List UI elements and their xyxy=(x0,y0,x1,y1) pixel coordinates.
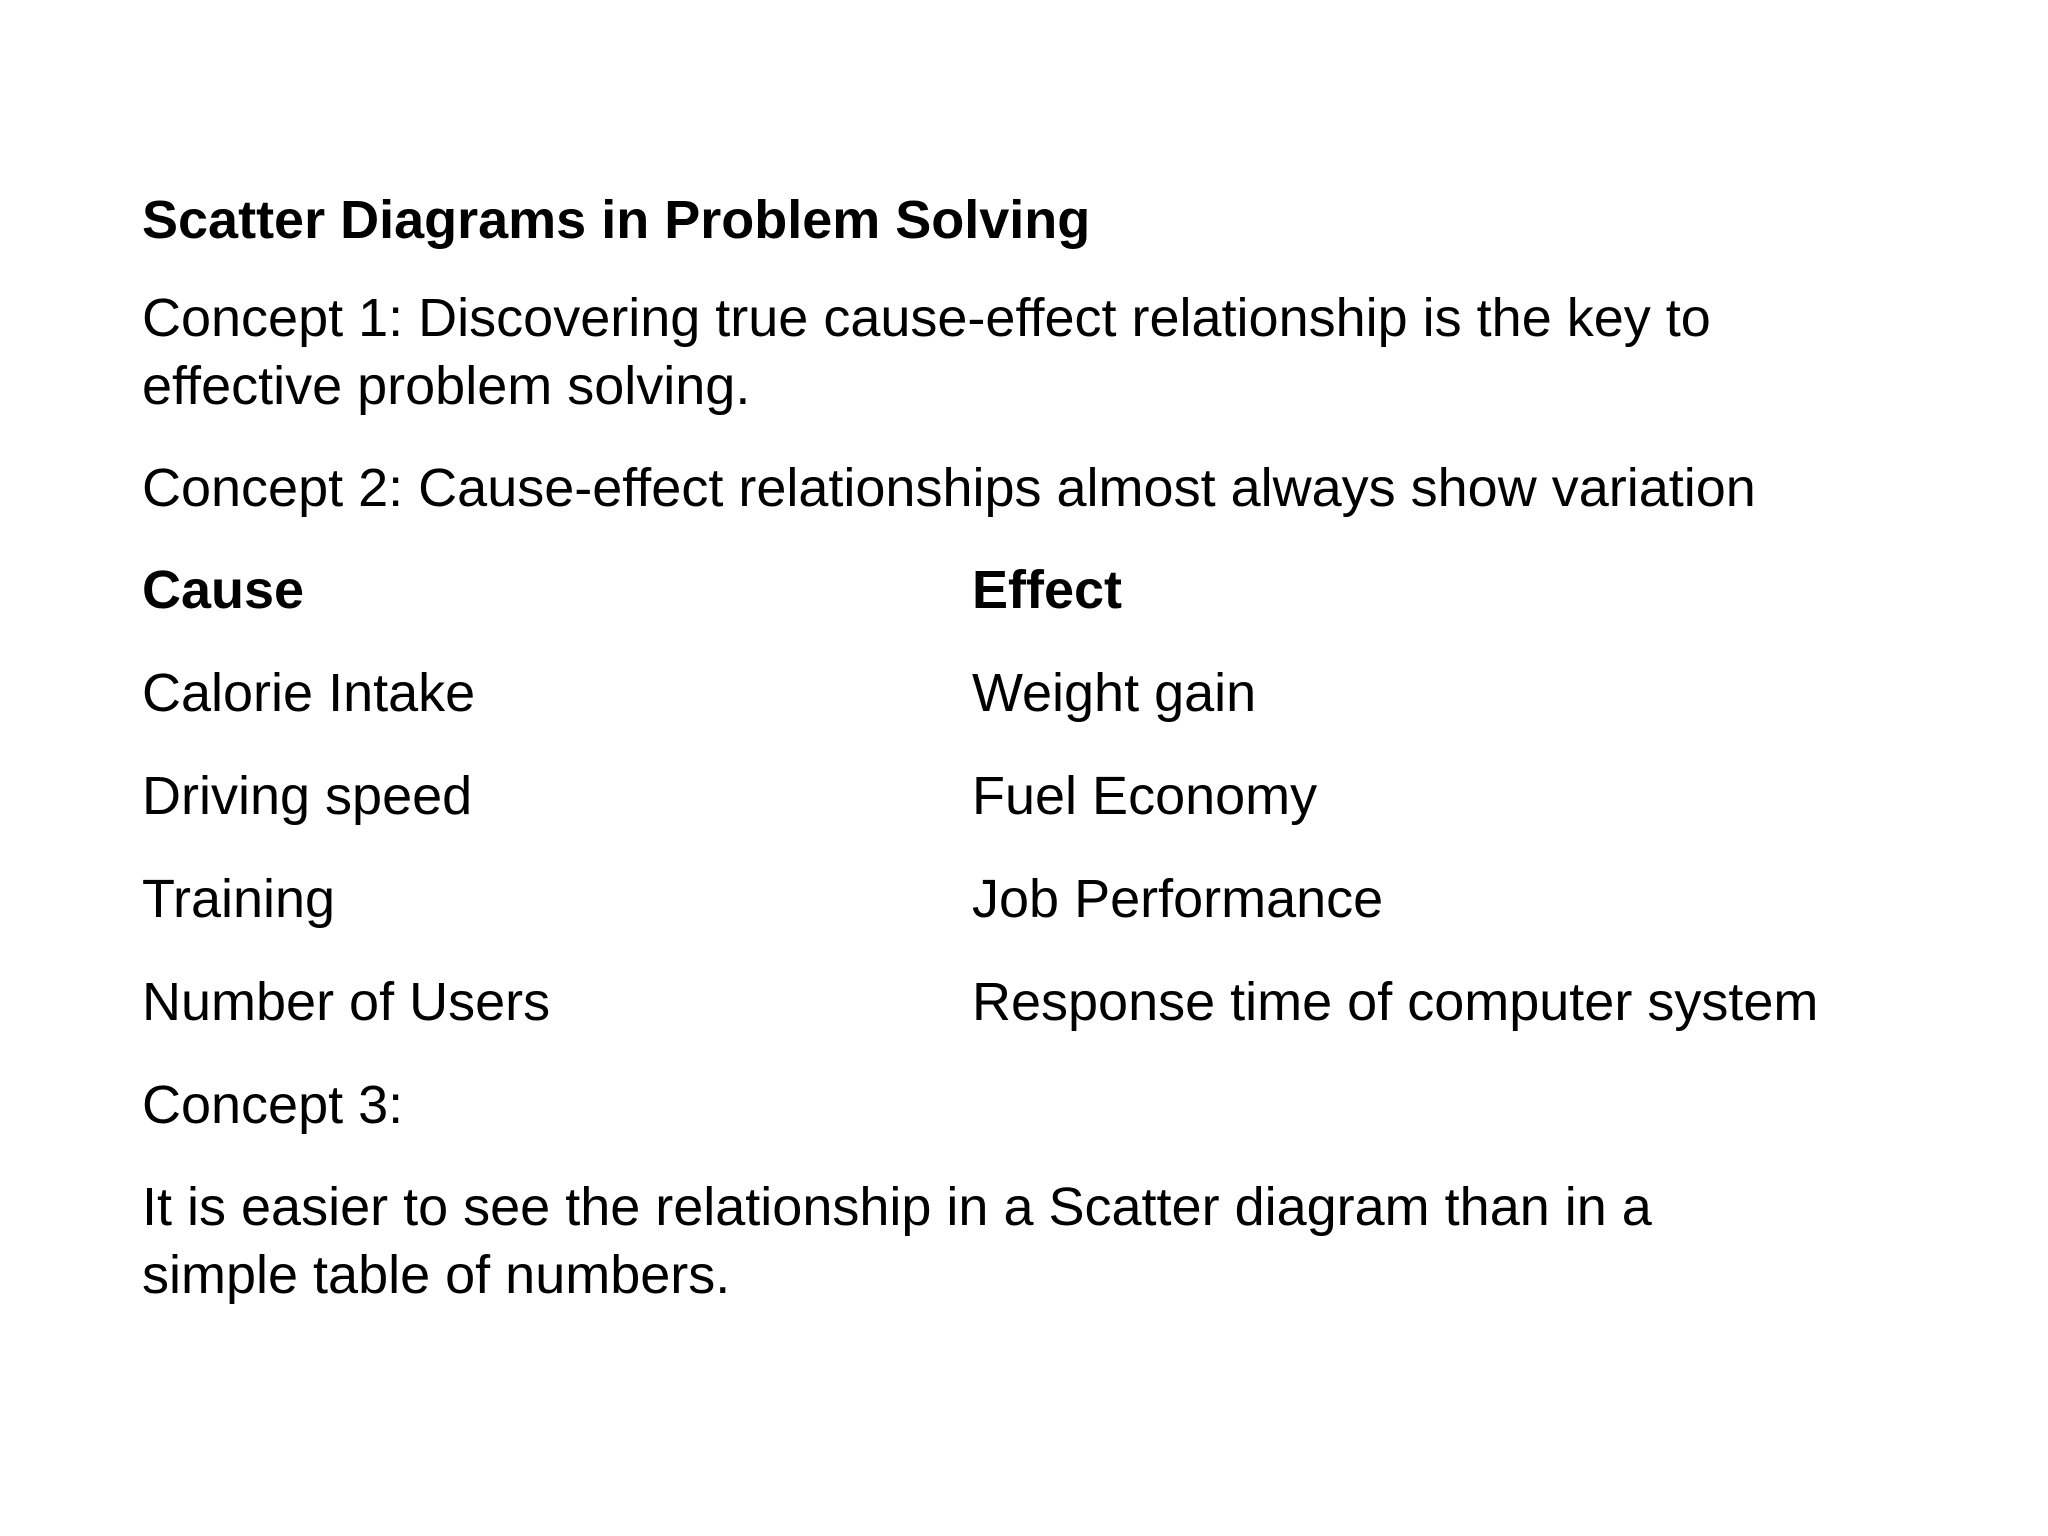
effect-header: Effect xyxy=(972,560,1123,620)
concept-1-text: Concept 1: Discovering true cause-effect relationship is the key to effective problem solving. xyxy=(142,288,1711,416)
slide-title: Scatter Diagrams in Problem Solving xyxy=(142,190,1091,250)
cause-cell: Number of Users xyxy=(142,972,551,1032)
effect-cell: Response time of computer system xyxy=(972,972,1819,1032)
slide-content xyxy=(142,190,1942,1343)
cause-effect-row xyxy=(142,865,1942,933)
cause-cell: Training xyxy=(142,869,336,929)
cause-header: Cause xyxy=(142,560,305,620)
concept-2-text: Concept 2: Cause-effect relationships almost always show variation xyxy=(142,458,1756,518)
cause-effect-row xyxy=(142,659,1942,727)
effect-cell: Job Performance xyxy=(972,869,1384,929)
cause-effect-row xyxy=(142,762,1942,830)
effect-cell: Weight gain xyxy=(972,663,1257,723)
effect-cell: Fuel Economy xyxy=(972,766,1318,826)
concept-3-label: Concept 3: xyxy=(142,1075,404,1135)
cause-cell: Calorie Intake xyxy=(142,663,476,723)
cause-effect-header-row xyxy=(142,556,1942,624)
cause-cell: Driving speed xyxy=(142,766,473,826)
cause-effect-row xyxy=(142,968,1942,1036)
concept-3-text: It is easier to see the relationship in a Scatter diagram than in a simple table of numbers. xyxy=(142,1177,1652,1305)
